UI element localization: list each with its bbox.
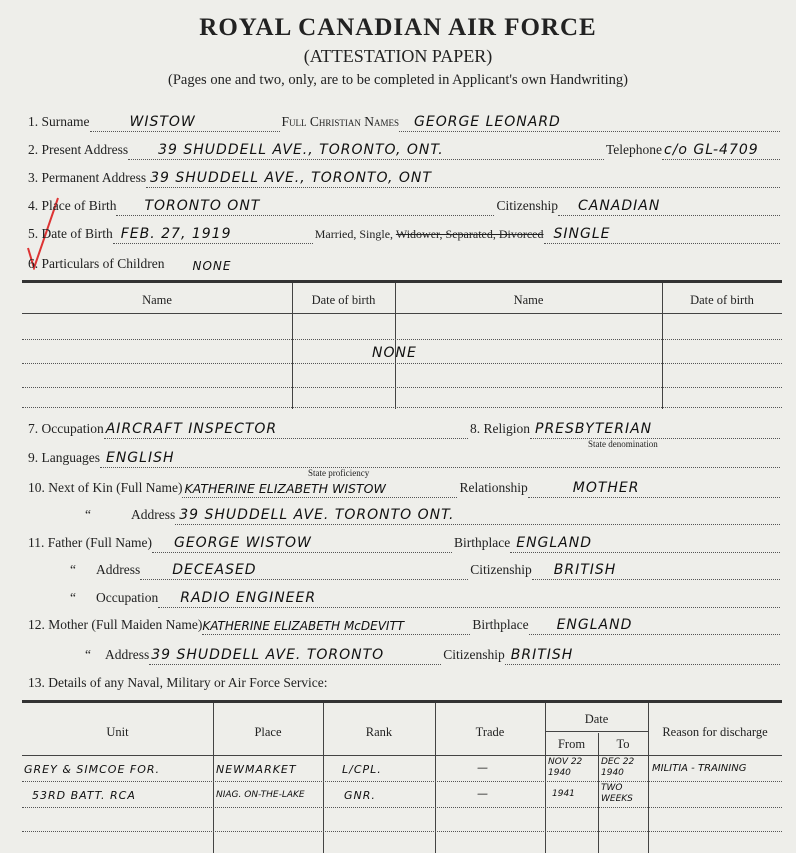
father-address-label: Address: [96, 562, 141, 577]
field-languages: [28, 448, 782, 468]
present-address-label: 2. Present Address: [28, 142, 129, 157]
service-trade: —: [477, 787, 489, 800]
telephone-label: Telephone: [605, 142, 662, 157]
languages-hint: State proficiency: [308, 468, 370, 478]
next-of-kin-label: 10. Next of Kin (Full Name): [28, 480, 183, 495]
kin-address-value: 39 SHUDDELL AVE. TORONTO ONT.: [179, 507, 455, 523]
service-place: NIAG. ON-THE-LAKE: [216, 790, 305, 800]
field-present-address: [28, 140, 782, 160]
field-mother-address: [85, 645, 782, 665]
mother-citizenship-label: Citizenship: [443, 647, 505, 662]
religion-hint: State denomination: [588, 439, 658, 449]
field-surname: [28, 112, 782, 132]
field-service: [28, 673, 782, 693]
languages-label: 9. Languages: [28, 450, 100, 465]
citizenship-label: Citizenship: [496, 198, 558, 213]
occupation-label: 7. Occupation: [28, 421, 104, 436]
service-table: [22, 700, 782, 850]
field-father: [28, 533, 782, 553]
ditto-mark: “: [85, 647, 91, 662]
surname-value: WISTOW: [129, 114, 196, 130]
field-next-of-kin: [28, 478, 782, 498]
surname-label: 1. Surname: [28, 114, 90, 129]
field-occupation: [28, 419, 782, 439]
ditto-mark: “: [70, 590, 76, 605]
children-value: NONE: [192, 259, 232, 273]
citizenship-value: CANADIAN: [577, 198, 661, 214]
father-birthplace-value: ENGLAND: [516, 535, 593, 551]
mother-birthplace-label: Birthplace: [472, 617, 529, 632]
ditto-mark: “: [85, 507, 91, 522]
service-header-to: To: [616, 737, 630, 751]
form-subtitle: (ATTESTATION PAPER): [303, 46, 493, 66]
field-father-occupation: [70, 588, 782, 608]
service-place: NEWMARKET: [216, 763, 297, 776]
relationship-value: MOTHER: [572, 480, 640, 496]
mother-value: KATHERINE ELIZABETH McDEVITT: [202, 619, 405, 633]
service-header-unit: Unit: [106, 725, 129, 739]
children-header-dob: Date of birth: [311, 293, 376, 307]
form-title: ROYAL CANADIAN AIR FORCE: [199, 14, 597, 41]
father-citizenship-value: BRITISH: [553, 562, 617, 578]
service-header-place: Place: [254, 725, 282, 739]
father-address-value: DECEASED: [172, 562, 257, 578]
service-label: 13. Details of any Naval, Military or Air Force Service:: [28, 675, 328, 690]
religion-value: PRESBYTERIAN: [535, 421, 653, 437]
field-kin-address: [85, 505, 782, 525]
religion-label: 8. Religion: [470, 421, 530, 436]
father-label: 11. Father (Full Name): [28, 535, 152, 550]
permanent-address-value: 39 SHUDDELL AVE., TORONTO, ONT: [150, 170, 432, 186]
mother-address-label: Address: [105, 647, 150, 662]
christian-names-label: Full Christian Names: [281, 114, 400, 129]
father-citizenship-label: Citizenship: [470, 562, 532, 577]
telephone-value: c/o GL-4709: [664, 142, 759, 158]
field-place-of-birth: [28, 196, 782, 216]
next-of-kin-value: KATHERINE ELIZABETH WISTOW: [184, 481, 386, 496]
marital-options: [315, 227, 544, 244]
field-date-of-birth: [28, 224, 782, 244]
place-of-birth-label: 4. Place of Birth: [28, 198, 117, 213]
children-label: 6. Particulars of Children: [28, 256, 165, 271]
service-header-rank: Rank: [365, 725, 393, 739]
date-of-birth-value: FEB. 27, 1919: [120, 226, 232, 242]
mother-citizenship-value: BRITISH: [510, 647, 574, 663]
date-of-birth-label: 5. Date of Birth: [28, 226, 113, 241]
marital-options-kept: Married, Single,: [314, 227, 394, 241]
marital-status-value: SINGLE: [553, 226, 611, 242]
mother-address-value: 39 SHUDDELL AVE. TORONTO: [151, 647, 385, 663]
ditto-mark: “: [70, 562, 76, 577]
field-children: [28, 254, 782, 274]
children-table-entry: NONE: [372, 345, 417, 361]
marital-options-struck: Widower, Separated, Divorced: [395, 227, 544, 241]
service-from: NOV 22 1940: [548, 757, 583, 778]
service-header-from: From: [557, 737, 586, 751]
service-to: DEC 22 1940: [601, 757, 635, 778]
father-occupation-value: RADIO ENGINEER: [180, 590, 317, 606]
service-header-trade: Trade: [475, 725, 505, 739]
service-header-date: Date: [584, 712, 609, 726]
father-value: GEORGE WISTOW: [173, 535, 312, 551]
permanent-address-label: 3. Permanent Address: [28, 170, 147, 185]
kin-address-label: Address: [131, 507, 176, 522]
children-table: [22, 280, 782, 408]
children-header-dob-2: Date of birth: [690, 293, 754, 307]
service-unit: GREY & SIMCOE FOR.: [24, 763, 161, 776]
service-rank: L/CPL.: [342, 763, 382, 776]
children-header-name: Name: [142, 293, 172, 307]
languages-value: ENGLISH: [105, 450, 175, 466]
mother-birthplace-value: ENGLAND: [556, 617, 633, 633]
service-to: TWO WEEKS: [601, 783, 633, 804]
occupation-value: AIRCRAFT INSPECTOR: [105, 421, 278, 437]
place-of-birth-value: TORONTO ONT: [144, 198, 261, 214]
service-from: 1941: [552, 789, 575, 799]
service-rank: GNR.: [344, 789, 376, 802]
service-trade: —: [477, 761, 489, 774]
field-father-address: [70, 560, 782, 580]
father-birthplace-label: Birthplace: [453, 535, 511, 550]
service-header-reason: Reason for discharge: [662, 725, 768, 739]
field-mother: [28, 615, 782, 635]
form-instruction: (Pages one and two, only, are to be completed in Applicant's own Handwriting): [168, 72, 628, 88]
children-header-name-2: Name: [513, 293, 544, 307]
mother-label: 12. Mother (Full Maiden Name): [28, 617, 203, 632]
field-permanent-address: [28, 168, 782, 188]
relationship-label: Relationship: [459, 480, 528, 495]
present-address-value: 39 SHUDDELL AVE., TORONTO, ONT.: [158, 142, 444, 158]
service-reason: MILITIA - TRAINING: [652, 763, 747, 774]
service-unit: 53RD BATT. RCA: [32, 789, 136, 802]
christian-names-value: GEORGE LEONARD: [414, 114, 561, 130]
father-occupation-label: Occupation: [96, 590, 159, 605]
